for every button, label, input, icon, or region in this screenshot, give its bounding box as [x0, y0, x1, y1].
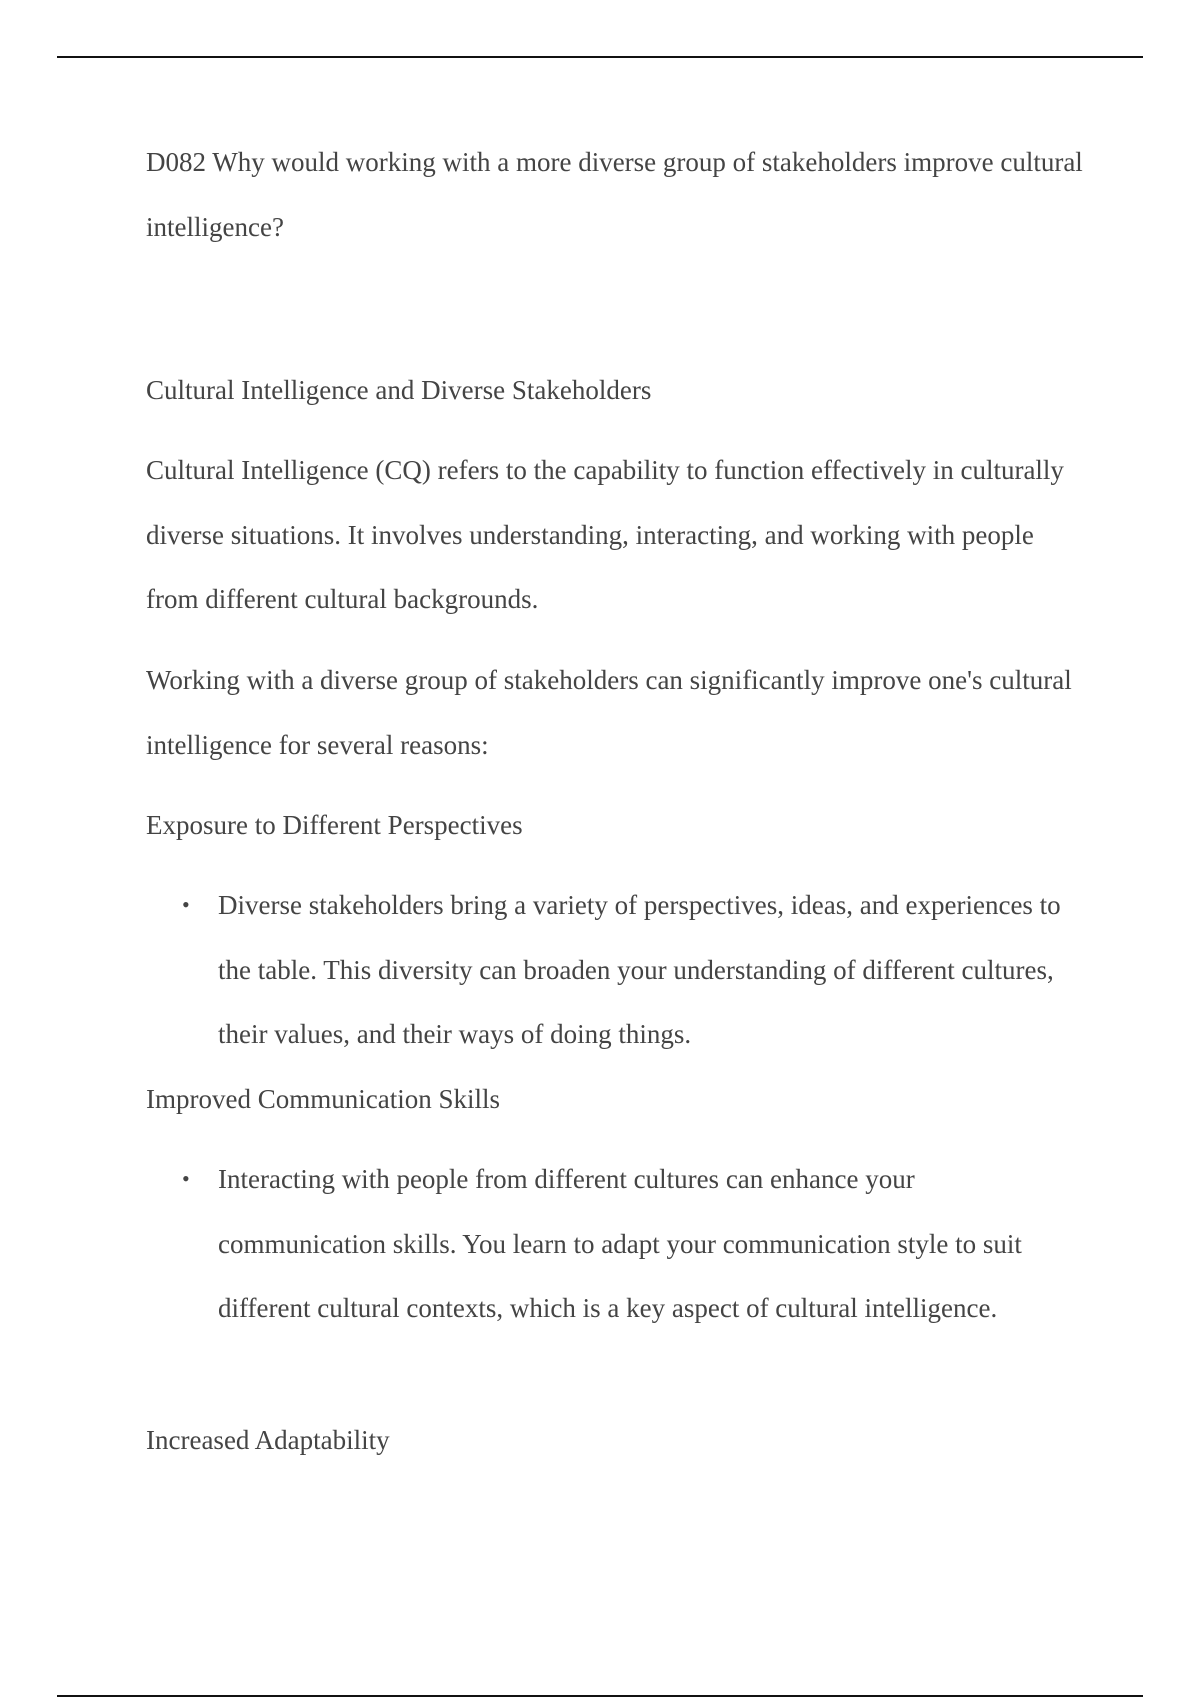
- paragraph-definition: Cultural Intelligence (CQ) refers to the capability to function effectively in culturally diverse situations. It involves understanding, interacting, and working with people from different cultural backgrounds.: [146, 455, 1064, 614]
- paragraph-intro: Working with a diverse group of stakeholders can significantly improve one's cultural intelligence for several reasons:: [146, 665, 1072, 760]
- bullet-icon: •: [182, 892, 190, 917]
- bullet-text: Diverse stakeholders bring a variety of perspectives, ideas, and experiences to the table. This diversity can broaden your understanding of different cultures, their values, and their ways of doing things.: [218, 890, 1061, 1049]
- subsection-heading: Exposure to Different Perspectives: [146, 810, 523, 840]
- bullet-icon: •: [182, 1166, 190, 1191]
- top-rule: [57, 56, 1143, 58]
- question-text: D082 Why would working with a more diverse group of stakeholders improve cultural intelligence?: [146, 147, 1083, 242]
- bottom-rule: [57, 1695, 1143, 1697]
- section-title: Cultural Intelligence and Diverse Stakeholders: [146, 375, 652, 405]
- subsection-heading: Improved Communication Skills: [146, 1084, 500, 1114]
- subsection-heading: Increased Adaptability: [146, 1425, 390, 1455]
- bullet-text: Interacting with people from different cultures can enhance your communication skills. You learn to adapt your communication style to suit different cultural contexts, which is a key aspect of cultural intelligence.: [218, 1164, 1022, 1323]
